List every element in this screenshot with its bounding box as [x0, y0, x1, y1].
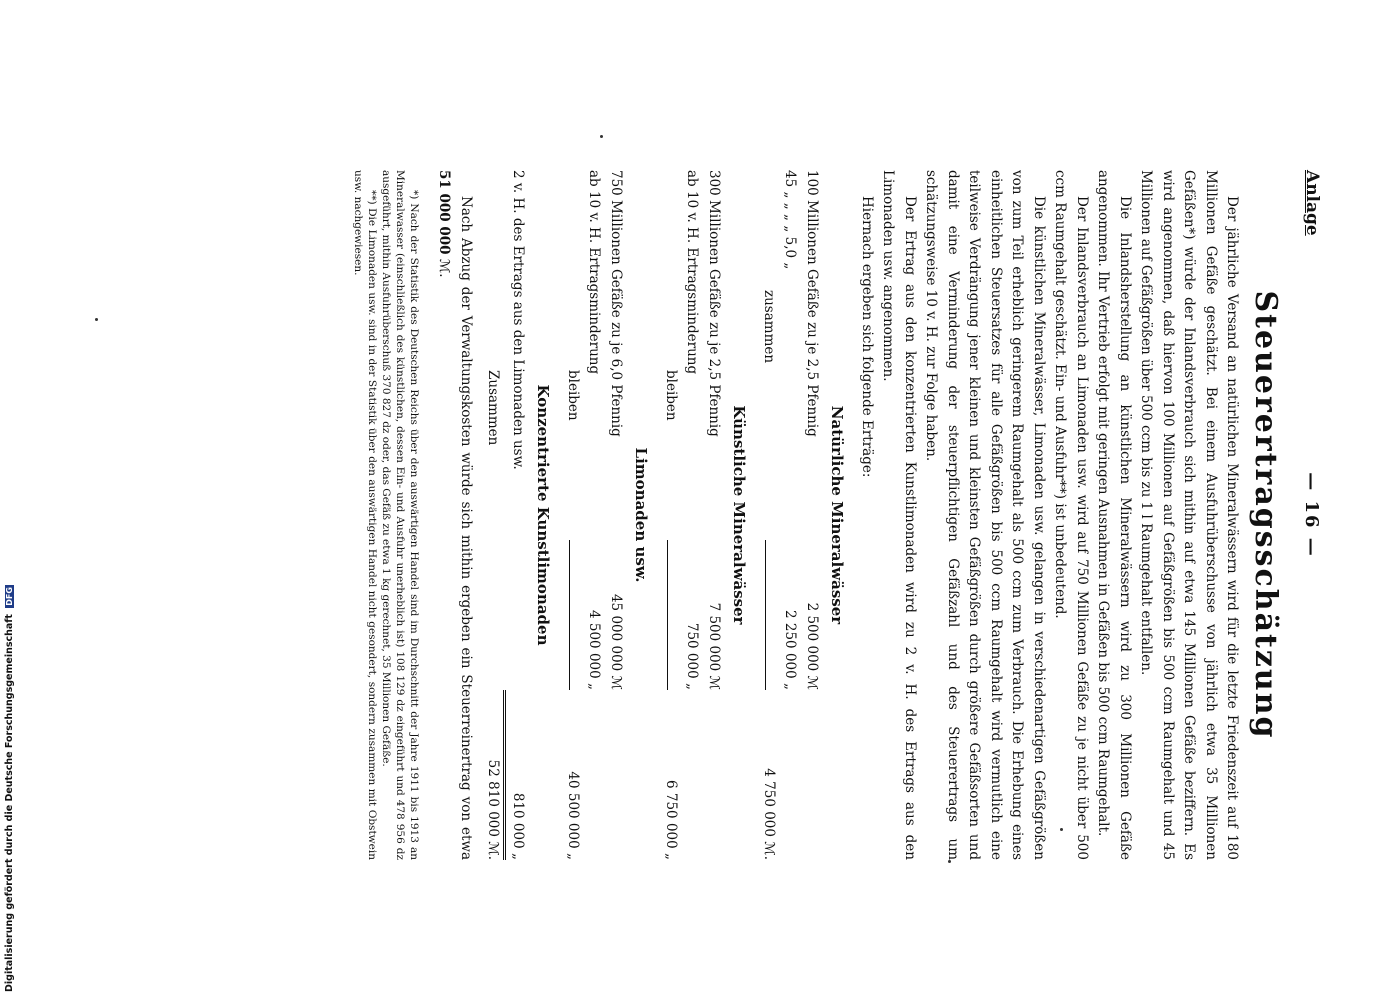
table-row: ab 10 v. H. Ertragsminderung 4 500 000 „ — [586, 170, 603, 690]
scan-speck — [1060, 828, 1063, 831]
table-row: 45 „ „ „ „ 5,0 „ 2 250 000 „ — [782, 170, 799, 690]
paragraph: Der Inlandsverbrauch an Limonaden usw. wird auf 750 Millionen Gefäße zu je nicht über 500 ccm Raumgehalt geschätzt. Ein- und Ausfuhr**) ist unbedeutend. — [1052, 170, 1090, 860]
footnote: **) Die Limonaden usw. sind in der Statistik über den auswärtigen Handel nicht gesondert, sondern zusammen mit Obstwein usw. nachgewiesen. — [352, 170, 378, 860]
table-row: bleiben 6 750 000 „ — [663, 370, 679, 860]
section-heading-natural: Natürliche Mineralwässer — [828, 405, 847, 625]
footnotes — [351, 170, 421, 860]
table-row: 100 Millionen Gefäße zu je 2,5 Pfennig 2 500 000 ℳ — [804, 170, 820, 690]
paragraph: Der jährliche Versand an natürlichen Mineralwässern wird für die letzte Friedenszeit auf 180 Millionen Gefäße geschätzt. Bei einem Ausfuhrüberschusse von jährlich etwa 35 Millionen Gefäßen*) würde der Inlandsverbrauch sich mithin auf etwa 145 Millionen Gefäße beziffern. Es wird angenommen, daß hiervon 100 Millionen auf Gefäßgrößen bis 500 ccm Raumgehalt und 45 Millionen auf Gefäßgrößen über 500 ccm bis zu 1 l Raumgehalt entfallen. — [1138, 170, 1241, 860]
closing-paragraph: Nach Abzug der Verwaltungskosten würde sich mithin ergeben ein Steuerreinertrag von etwa 51 000 000 ℳ. — [436, 170, 474, 860]
page-header — [1290, 170, 1330, 860]
section-heading-artificial: Künstliche Mineralwässer — [730, 405, 749, 625]
scan-speck — [95, 318, 98, 321]
funding-notice: Digitalisierung gefördert durch die Deutsche Forschungsgemeinschaft DFG — [4, 587, 15, 992]
section-label: Anlage — [1302, 170, 1322, 236]
footnote: *) Nach der Statistik des Deutschen Reichs über den auswärtigen Handel sind im Durchschnitt der Jahre 1911 bis 1913 an Mineralwasser (einschließlich des künstlichen, dessen Ein- und Ausfuhr unerheblich ist) 108 129 dz eingeführt und 478 956 dz ausgeführt, mithin Ausfuhrüberschuß 370 827 dz oder, das Gefäß zu etwa 1 kg gerechnet, 35 Millionen Gefäße. — [380, 170, 420, 860]
section-heading-concentrated: Konzentrierte Kunstlimonaden — [534, 384, 553, 646]
paragraph: Der Ertrag aus den konzentrierten Kunstlimonaden wird zu 2 v. H. des Ertrags aus den Limonaden usw. angenommen. — [880, 170, 918, 860]
rule — [569, 540, 570, 690]
dfg-logo: DFG — [5, 587, 14, 606]
table-row: ab 10 v. H. Ertragsminderung 750 000 „ — [684, 170, 701, 690]
page-title: Steuerertragsschätzung — [1248, 290, 1283, 740]
paragraph: Hiernach ergeben sich folgende Erträge: — [859, 196, 875, 478]
rule — [765, 540, 766, 690]
paragraph: Die Inlandsherstellung an künstlichen Mineralwässern wird zu 300 Millionen Gefäße angenommen. Ihr Vertrieb erfolgt mit geringen Ausnahmen in Gefäßen bis 500 ccm Raumgehalt. — [1095, 170, 1133, 860]
net-yield-amount: 51 000 000 — [436, 170, 453, 255]
total-row: Zusammen 52 810 000 ℳ. — [482, 170, 507, 860]
scan-speck — [948, 860, 951, 863]
table-row: 2 v. H. des Ertrags aus den Limonaden usw. 810 000 „ — [510, 170, 526, 860]
table-row: bleiben 40 500 000 „ — [565, 370, 581, 860]
rule — [667, 540, 668, 690]
document-page — [210, 170, 1330, 860]
table-row: 750 Millionen Gefäße zu je 6,0 Pfennig 45 000 000 ℳ — [608, 170, 624, 690]
scan-speck — [600, 135, 603, 138]
table-row: 300 Millionen Gefäße zu je 2,5 Pfennig 7 500 000 ℳ — [706, 170, 722, 690]
paragraph: Die künstlichen Mineralwässer, Limonaden usw. gelangen in verschiedenartigen Gefäßgrößen von zum Teil erheblich geringerem Raumgehalt als 500 ccm zum Verbrauch. Die Erhebung eines einheitlichen Steuersatzes für alle Gefäßgrößen bis 500 ccm Raumgehalt wird vermutlich eine teilweise Verdrängung jener kleinen und kleinsten Gefäßgrößen durch größere Gefäßsorten und damit eine Verminderung der steuerpflichtigen Gefäßzahl und des Steuerertrags um schätzungsweise 10 v. H. zur Folge haben. — [923, 170, 1047, 860]
page-number: — 16 — — [1301, 472, 1322, 558]
table-row: zusammen 4 750 000 ℳ. — [761, 290, 777, 860]
section-heading-lemonade: Limonaden usw. — [632, 447, 651, 583]
